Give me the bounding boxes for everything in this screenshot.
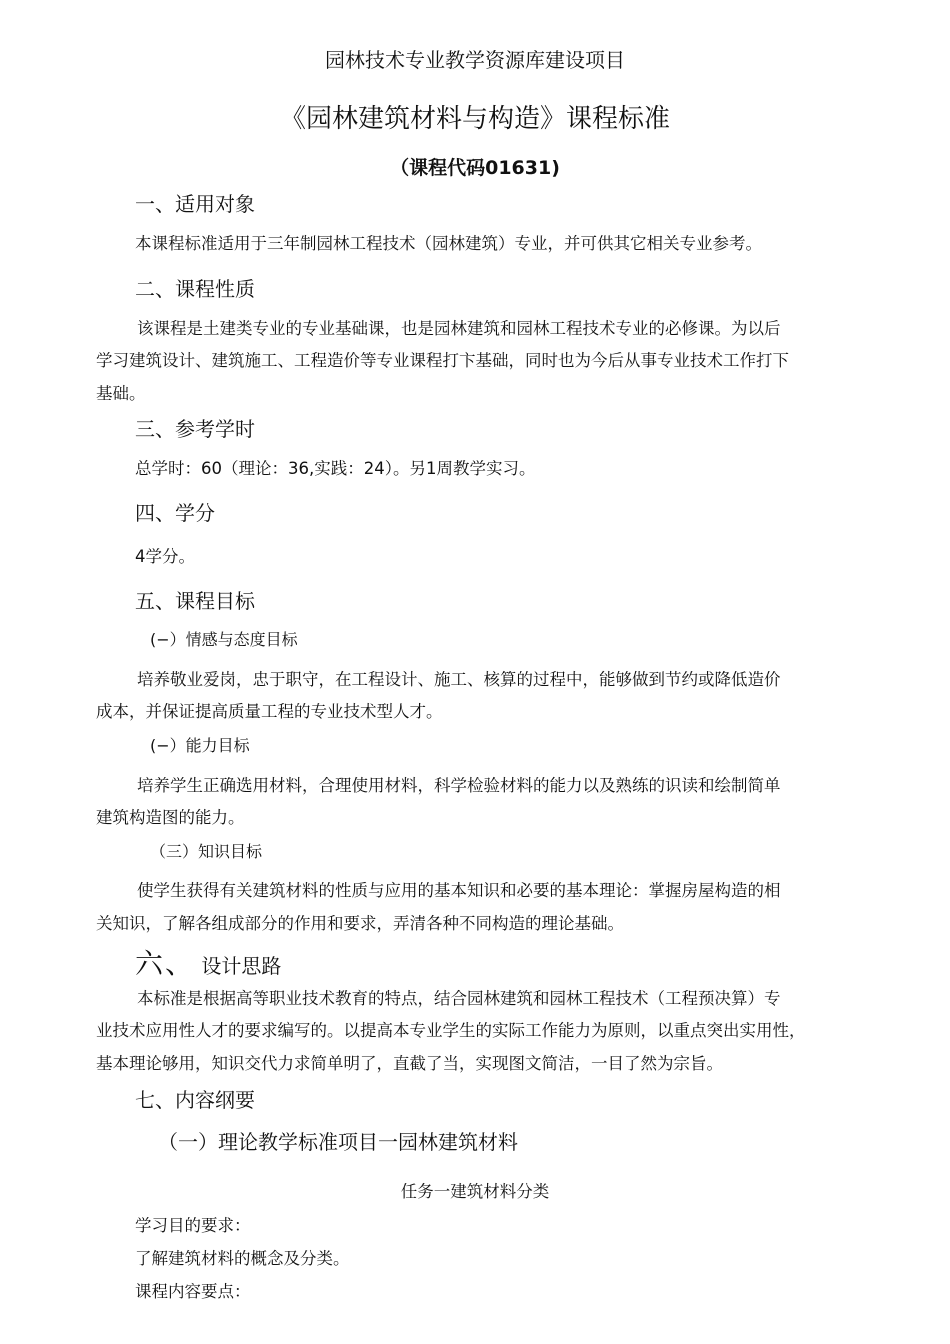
goal-1-line-2: 成本，并保证提高质量工程的专业技术型人才。 bbox=[96, 702, 443, 721]
content-points-label: 课程内容要点： bbox=[135, 1282, 251, 1301]
section-2-line-3: 基础。 bbox=[96, 384, 146, 403]
goal-3-title: （三）知识目标 bbox=[150, 842, 263, 861]
section-3-heading: 三、参考学时 bbox=[135, 417, 255, 441]
task-title: 任务一建筑材料分类 bbox=[400, 1182, 550, 1201]
goal-3-line-2: 关知识，了解各组成部分的作用和要求，弄清各种不同构造的理论基础。 bbox=[96, 914, 624, 933]
section-4-heading: 四、学分 bbox=[135, 501, 215, 525]
goal-1-title: (−）情感与态度目标 bbox=[150, 630, 298, 649]
section-7-heading: 七、内容纲要 bbox=[135, 1088, 255, 1112]
section-2-heading: 二、课程性质 bbox=[135, 277, 255, 301]
section-4-text: 4学分。 bbox=[135, 547, 195, 566]
section-6-heading bbox=[135, 942, 281, 982]
section-6-number: 六、 bbox=[135, 947, 196, 980]
section-6-title: 设计思路 bbox=[201, 954, 282, 978]
learning-req-text: 了解建筑材料的概念及分类。 bbox=[135, 1249, 350, 1268]
section-2-line-2: 学习建筑设计、建筑施工、工程造价等专业课程打卞基础，同时也为今后从事专业技术工作打下 bbox=[96, 351, 789, 370]
section-1-heading: 一、适用对象 bbox=[135, 192, 255, 216]
document-title: 《园林建筑材料与构造》课程标准 bbox=[279, 104, 670, 134]
project-title: 园林技术专业教学资源库建设项目 bbox=[325, 48, 625, 72]
course-code: （课程代码01631) bbox=[390, 157, 560, 179]
goal-2-title: (−）能力目标 bbox=[150, 736, 250, 755]
goal-1-line-1: 培养敬业爱岗，忠于职守，在工程设计、施工、核算的过程中，能够做到节约或降低造价 bbox=[137, 670, 781, 689]
section-5-heading: 五、课程目标 bbox=[135, 589, 255, 613]
section-6-line-3: 基本理论够用，知识交代力求简单明了，直截了当，实现图文简洁，一目了然为宗旨。 bbox=[96, 1054, 723, 1073]
learning-req-label: 学习目的要求： bbox=[135, 1216, 251, 1235]
section-3-text: 总学时：60（理论：36,实践：24）。另1周教学实习。 bbox=[135, 459, 536, 478]
section-6-line-2: 业技术应用性人才的要求编写的。以提高本专业学生的实际工作能力为原则，以重点突出实用性， bbox=[96, 1021, 806, 1040]
section-7-sub-heading: （一）理论教学标准项目一园林建筑材料 bbox=[158, 1130, 518, 1154]
section-2-line-1: 该课程是土建类专业的专业基础课，也是园林建筑和园林工程技术专业的必修课。为以后 bbox=[137, 319, 781, 338]
goal-3-line-1: 使学生获得有关建筑材料的性质与应用的基本知识和必要的基本理论：掌握房屋构造的相 bbox=[137, 881, 781, 900]
goal-2-line-1: 培养学生正确选用材料，合理使用材料，科学检验材料的能力以及熟练的识读和绘制简单 bbox=[137, 776, 781, 795]
section-6-line-1: 本标准是根据高等职业技术教育的特点，结合园林建筑和园林工程技术（工程预决算）专 bbox=[137, 989, 781, 1008]
goal-2-line-2: 建筑构造图的能力。 bbox=[96, 808, 245, 827]
section-1-text: 本课程标准适用于三年制园林工程技术（园林建筑）专业，并可供其它相关专业参考。 bbox=[135, 234, 762, 253]
